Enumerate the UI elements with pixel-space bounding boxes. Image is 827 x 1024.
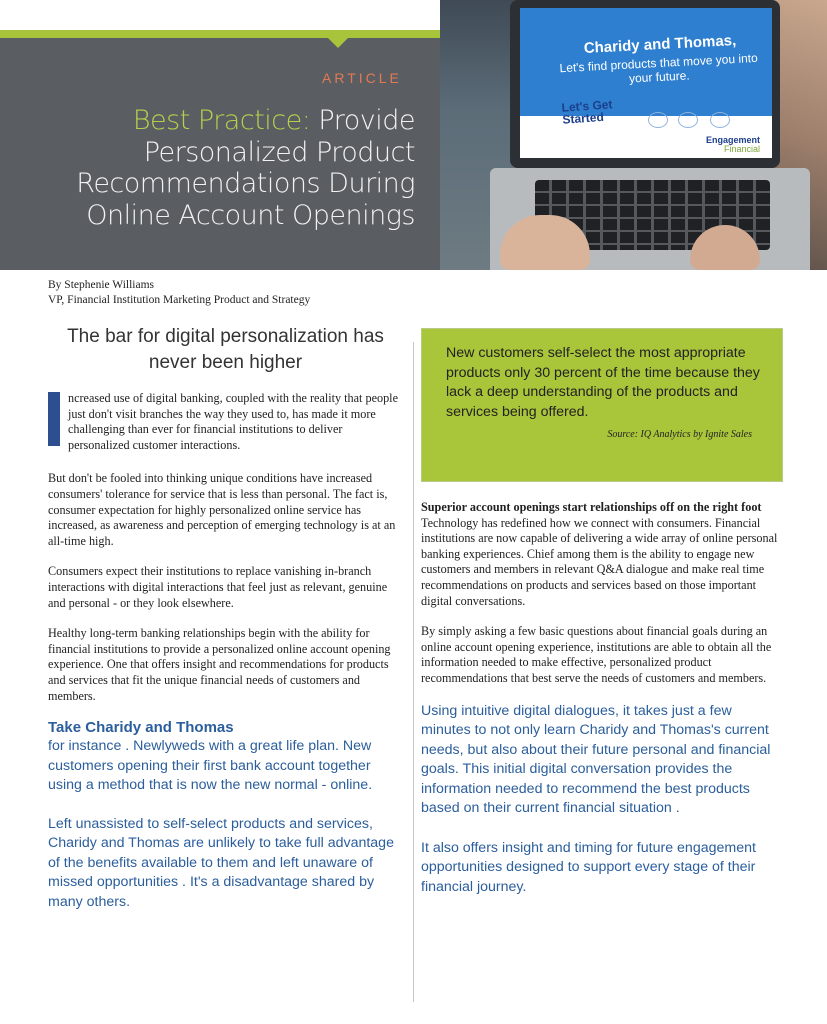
intro-text: ncreased use of digital banking, coupled with the reality that people just don't visit branches the way they used to, has made it more challenging than ever for financial institutions to deliver personalized customer interactions. [68, 391, 398, 452]
story-heading: Take Charidy and Thomas [48, 719, 234, 737]
title-line-2: Personalized Product [143, 136, 415, 168]
drop-cap-bar [48, 392, 60, 446]
right-column [421, 328, 783, 917]
article-title [15, 105, 415, 231]
callout-source: Source: IQ Analytics by Ignite Sales [607, 428, 752, 440]
section-heading: The bar for digital personalization has never been higher [67, 326, 384, 373]
hero-notch-marker [328, 38, 348, 48]
laptop-screen-subheading: Let's find products that move you into your future. [559, 50, 759, 86]
right-blue-paragraph-2: It also offers insight and timing for future engagement opportunities designed to support every stage of their financial journey. [421, 839, 756, 895]
brand-line2: Financial [723, 144, 761, 154]
laptop-screen-cta [561, 98, 613, 125]
brand-line1: Engagement [706, 135, 761, 145]
stat-callout [421, 328, 783, 482]
laptop-cta-line1: Let's Get [561, 97, 613, 115]
callout-text: New customers self-select the most appropriate products only 30 percent of the time because they lack a deep understanding of the products and services being offered. [446, 345, 760, 421]
right-paragraph-1: Technology has redefined how we connect with consumers. Financial institutions are now capable of delivering a wide array of online personal banking experiences. Chief among them is the ability to engage new customers and members in relevant Q&A dialogue and make real time recommendations on products and services based on those important digital conversations. [421, 515, 778, 608]
byline [48, 278, 310, 308]
article-label: ARTICLE [322, 70, 402, 86]
left-column [48, 324, 403, 931]
right-blue-paragraph-1: Using intuitive digital dialogues, it takes just a few minutes to not only learn Charidy and Thomas's current needs, but also about their future personal and financial goals. This initial digital conversation provides the information needed to recommend the best products based on their current financial situation . [421, 702, 771, 817]
laptop-cta-line2: Started [561, 109, 605, 127]
intro-paragraph [48, 391, 403, 453]
title-line-1-rest: Provide [310, 105, 415, 136]
title-line-4: Online Account Openings [86, 199, 415, 231]
title-accent: Best Practice: [132, 105, 311, 136]
hero-green-bar [0, 30, 445, 38]
percent-icon [710, 112, 730, 128]
right-paragraph-2: By simply asking a few basic questions about financial goals during an online account opening experience, institutions are able to obtain all the information needed to make effective, personalized product recommendations that best serve the needs of customers and members. [421, 624, 772, 685]
laptop-screen-brand [706, 136, 760, 154]
byline-role: VP, Financial Institution Marketing Product and Strategy [48, 294, 311, 306]
paragraph-3: Healthy long-term banking relationships begin with the ability for financial institutions to provide a personalized online account opening experience. One that offers insight and recommendations for products and services that fit the unique financial needs of customers and members. [48, 626, 391, 703]
column-divider [413, 342, 414, 1002]
byline-author: By Stephenie Williams [48, 279, 155, 291]
title-line-1 [15, 105, 415, 137]
subheading: Superior account openings start relationships off on the right foot [421, 500, 762, 514]
story-paragraph-1: for instance . Newlyweds with a great life plan. New customers opening their first bank account together using a method that is now the new normal - online. [48, 738, 373, 794]
piggy-bank-icon [678, 112, 698, 128]
paragraph-1: But don't be fooled into thinking unique conditions have increased consumers' tolerance for service that is less than personal. The fact is, consumer expectation for highly personalized online service has increased, as awareness and perception of emerging technology is at an all-time high. [48, 471, 396, 548]
title-line-3: Recommendations During [76, 168, 415, 199]
story-paragraph-2: Left unassisted to self-select products and services, Charidy and Thomas are unlikely to take full advantage of the benefits available to them and left unaware of missed opportunities . It's a disadvantage shared by many others. [48, 815, 394, 910]
laptop-screen-heading: Charidy and Thomas, [583, 32, 737, 57]
hero-banner [0, 0, 827, 270]
laptop-screen [520, 8, 772, 158]
wallet-icon [648, 112, 668, 128]
paragraph-2: Consumers expect their institutions to replace vanishing in-branch interactions with digital interactions that feel just as relevant, genuine and personal - or they look elsewhere. [48, 564, 388, 610]
